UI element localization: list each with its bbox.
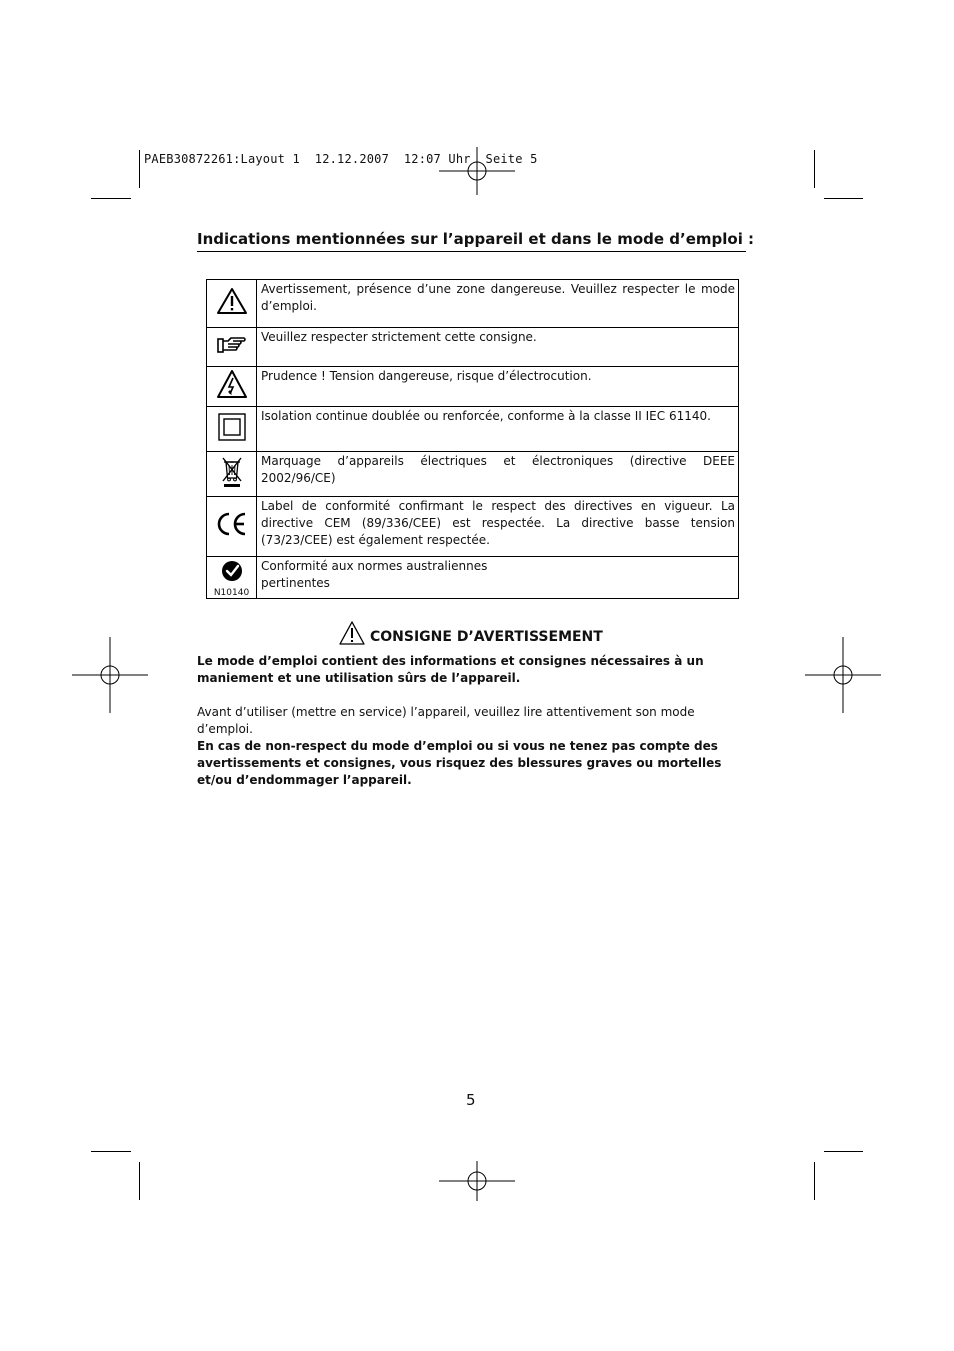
crop-mark (91, 198, 131, 199)
registration-mark-icon (72, 637, 148, 713)
symbols-table (206, 279, 739, 599)
registration-mark-icon (439, 1143, 515, 1219)
symbol-description: Prudence ! Tension dangereuse, risque d’électrocution. (257, 367, 739, 407)
table-row (207, 367, 739, 407)
double-insulation-icon (217, 412, 247, 442)
symbol-description: Avertissement, présence d’une zone dangereuse. Veuillez respecter le mode d’emploi. (257, 280, 739, 328)
registration-mark-icon (805, 637, 881, 713)
crop-mark (814, 150, 815, 188)
symbol-description-line: Conformité aux normes australiennes (261, 559, 488, 573)
page-number: 5 (466, 1091, 476, 1109)
warning-triangle-icon (216, 287, 248, 315)
crop-mark (814, 1162, 815, 1200)
crop-mark (91, 1151, 131, 1152)
warning-heading-label: CONSIGNE D’AVERTISSEMENT (370, 629, 603, 645)
c-tick-icon (221, 560, 243, 582)
warning-triangle-icon (338, 620, 366, 646)
weee-bin-icon (220, 456, 244, 488)
symbol-description: Marquage d’appareils électriques et électroniques (directive DEEE 2002/96/CE) (257, 452, 739, 497)
print-header: PAEB30872261:Layout 1 12.12.2007 12:07 Uhr Seite 5 (144, 152, 538, 166)
symbol-description: Label de conformité confirmant le respect des directives en vigueur. La directive CEM (89/336/CEE) est respectée. La directive basse tension (73/23/CEE) est également respectée. (257, 497, 739, 557)
crop-mark (824, 198, 863, 199)
table-row (207, 497, 739, 557)
table-row (207, 557, 739, 599)
warning-paragraph: En cas de non-respect du mode d’emploi ou si vous ne tenez pas compte des avertissements et consignes, vous risquez des blessures graves ou mortelles et/ou d’endommager l’appareil. (197, 739, 722, 787)
crop-mark (139, 150, 140, 188)
table-row (207, 328, 739, 367)
crop-mark (824, 1151, 863, 1152)
pointing-hand-icon (216, 334, 248, 356)
crop-mark (139, 1162, 140, 1200)
high-voltage-icon (216, 369, 248, 399)
table-row (207, 407, 739, 452)
section-title: Indications mentionnées sur l’appareil et dans le mode d’emploi : (197, 230, 746, 252)
ce-mark-icon (215, 511, 249, 537)
warning-paragraph: Le mode d’emploi contient des informations et consignes nécessaires à un maniement et une utilisation sûrs de l’appareil. (197, 654, 704, 685)
warning-heading (338, 616, 603, 646)
table-row (207, 452, 739, 497)
symbol-description: Isolation continue doublée ou renforcée, conforme à la classe II IEC 61140. (257, 407, 739, 452)
symbol-description: Veuillez respecter strictement cette consigne. (257, 328, 739, 367)
symbol-description (257, 557, 739, 599)
warning-paragraph: Avant d’utiliser (mettre en service) l’appareil, veuillez lire attentivement son mode d’emploi. (197, 705, 695, 736)
symbol-caption: N10140 (213, 587, 250, 598)
table-row (207, 280, 739, 328)
symbol-description-line: pertinentes (261, 576, 330, 590)
registration-mark-icon (439, 133, 515, 209)
